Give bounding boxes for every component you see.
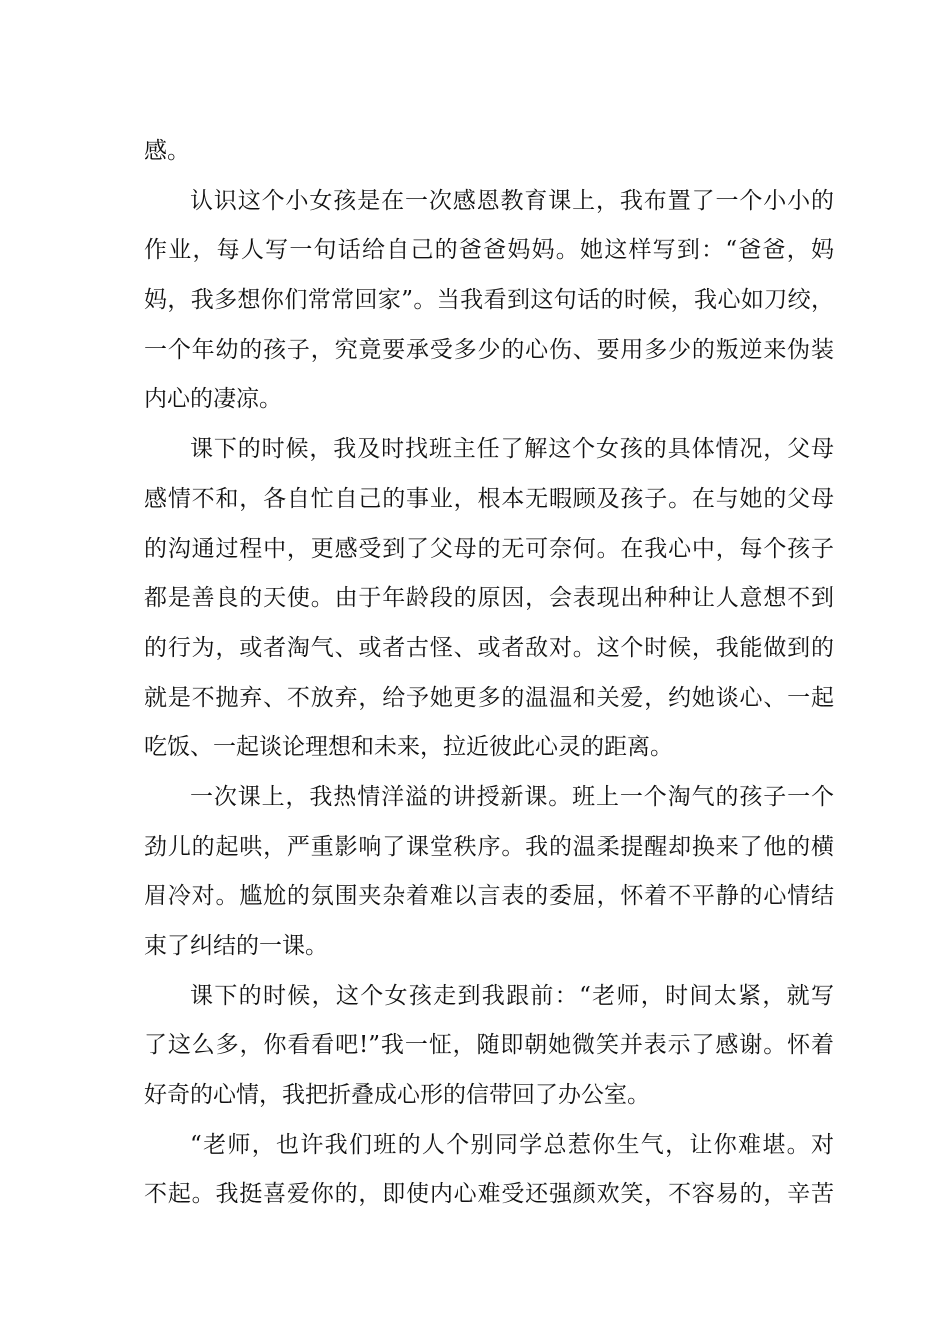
text-line: 就是不抛弃、不放弃，给予她更多的温温和关爱，约她谈心、一起: [144, 684, 834, 711]
text-line: 一次课上，我热情洋溢的讲授新课。班上一个淘气的孩子一个: [190, 783, 834, 810]
body-text: [144, 127, 834, 1220]
text-line: 内心的凄凉。: [144, 386, 282, 413]
text-line: 课下的时候，这个女孩走到我跟前：“老师，时间太紧，就写: [190, 982, 834, 1009]
text-line: “老师，也许我们班的人个别同学总惹你生气，让你难堪。对: [190, 1131, 834, 1158]
text-line: 认识这个小女孩是在一次感恩教育课上，我布置了一个小小的: [190, 187, 834, 214]
text-line: 的行为，或者淘气、或者古怪、或者敌对。这个时候，我能做到的: [144, 634, 834, 661]
text-line: 了这么多，你看看吧!”我一怔，随即朝她微笑并表示了感谢。怀着: [144, 1032, 834, 1059]
text-line: 感。: [144, 138, 190, 164]
text-line: 都是善良的天使。由于年龄段的原因，会表现出种种让人意想不到: [144, 585, 834, 612]
text-line: 好奇的心情，我把折叠成心形的信带回了办公室。: [144, 1082, 650, 1109]
text-line: 眉冷对。尴尬的氛围夹杂着难以言表的委屈，怀着不平静的心情结: [144, 883, 834, 910]
text-line: 不起。我挺喜爱你的，即使内心难受还强颜欢笑，不容易的，辛苦: [144, 1181, 834, 1208]
text-line: 妈，我多想你们常常回家”。当我看到这句话的时候，我心如刀绞，: [144, 287, 834, 314]
text-line: 束了纠结的一课。: [144, 933, 328, 959]
text-line: 吃饭、一起谈论理想和未来，拉近彼此心灵的距离。: [144, 734, 673, 761]
text-line: 劲儿的起哄，严重影响了课堂秩序。我的温柔提醒却换来了他的横: [144, 833, 834, 860]
text-line: 感情不和，各自忙自己的事业，根本无暇顾及孩子。在与她的父母: [144, 485, 834, 512]
text-line: 的沟通过程中，更感受到了父母的无可奈何。在我心中，每个孩子: [144, 535, 834, 562]
text-line: 课下的时候，我及时找班主任了解这个女孩的具体情况，父母: [190, 436, 834, 463]
text-line: 作业，每人写一句话给自己的爸爸妈妈。她这样写到：“爸爸，妈: [144, 237, 834, 264]
text-line: 一个年幼的孩子，究竟要承受多少的心伤、要用多少的叛逆来伪装: [144, 336, 834, 363]
